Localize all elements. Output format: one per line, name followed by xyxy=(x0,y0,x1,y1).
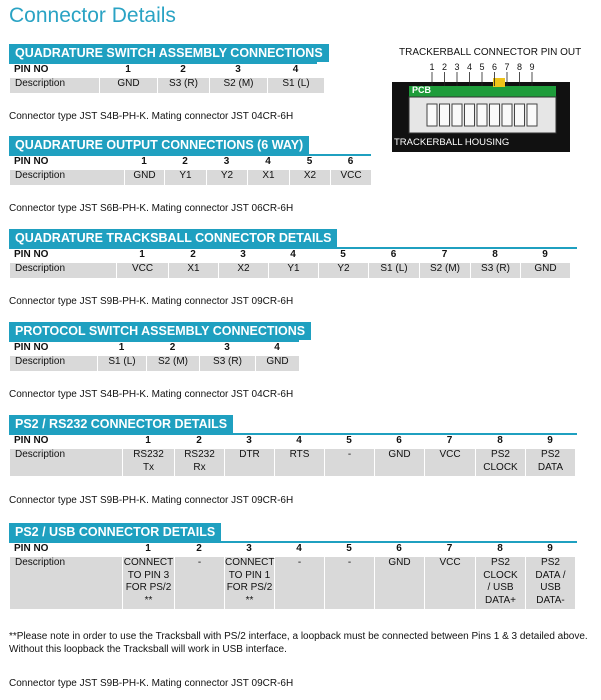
pcb-bar xyxy=(409,86,556,97)
pin-number: 3 xyxy=(246,435,252,446)
section-protocol-switch xyxy=(9,322,311,371)
pin-description: PS2 DATA / USB DATA- xyxy=(525,556,575,609)
pcb-label: PCB xyxy=(412,85,432,95)
pin-number: 3 xyxy=(223,156,230,167)
pin-number: 8 xyxy=(497,543,503,554)
pin-description: PS2 CLOCK / USB DATA+ xyxy=(475,556,525,609)
pin-description-row xyxy=(9,262,570,278)
pin-number: 8 xyxy=(497,435,503,446)
pin-number: 2 xyxy=(190,249,196,260)
section-heading: QUADRATURE SWITCH ASSEMBLY CONNECTIONS xyxy=(9,44,329,62)
pin-number: 4 xyxy=(274,342,280,353)
pin-description: S3 (R) xyxy=(157,77,209,93)
section-ps2-usb xyxy=(9,523,577,609)
pin-number: 2 xyxy=(180,64,186,75)
page-title: Connector Details xyxy=(9,4,176,27)
pin-description: CONNECT TO PIN 3 FOR PS/2 ** xyxy=(122,556,174,609)
pin-description: S2 (M) xyxy=(146,355,199,371)
pin-no-label: PIN NO xyxy=(14,249,49,260)
pin-number: 9 xyxy=(542,249,548,260)
pin-no-label: PIN NO xyxy=(14,543,49,554)
pin-description: S1 (L) xyxy=(97,355,146,371)
pin-number: 4 xyxy=(290,249,296,260)
pin-header-row xyxy=(9,249,570,262)
pin-description: GND xyxy=(99,77,157,93)
pin-number: 2 xyxy=(182,156,188,167)
figure-pin-number: 9 xyxy=(529,62,535,72)
pin-number: 1 xyxy=(118,342,125,353)
description-label: Description xyxy=(9,448,122,476)
pin-number: 5 xyxy=(306,156,313,167)
pin-number: 1 xyxy=(141,156,147,167)
pin-number: 4 xyxy=(292,64,299,75)
pin-description: PS2 DATA xyxy=(525,448,575,476)
pin-number: 4 xyxy=(296,543,302,554)
pin-number: 3 xyxy=(246,543,252,554)
pin-description: DTR xyxy=(224,448,274,476)
pin-description: VCC xyxy=(116,262,168,278)
figure-pin-number: 1 xyxy=(429,62,435,72)
pin-header-row xyxy=(9,342,299,355)
pin-number: 5 xyxy=(340,249,346,260)
figure-pin-number: 2 xyxy=(441,62,447,72)
pin-description: S1 (L) xyxy=(368,262,419,278)
section-quadrature-switch xyxy=(9,44,329,93)
section-ps2-rs232 xyxy=(9,415,577,476)
pin-number: 9 xyxy=(547,543,553,554)
pin-header-row xyxy=(9,64,324,77)
pin-description: GND xyxy=(374,556,424,609)
pin-slot xyxy=(427,104,437,126)
pin-slot xyxy=(515,104,525,126)
pin-table xyxy=(9,156,371,185)
pin-description: Y2 xyxy=(206,169,247,185)
pin-description: Y2 xyxy=(318,262,368,278)
pin-description: S2 (M) xyxy=(209,77,267,93)
mating-note: Connector type JST S4B-PH-K. Mating connector JST 04CR-6H xyxy=(9,111,294,122)
mating-note: Connector type JST S6B-PH-K. Mating connector JST 06CR-6H xyxy=(9,203,294,214)
section-heading: PS2 / USB CONNECTOR DETAILS xyxy=(9,523,221,541)
pin-description: GND xyxy=(124,169,164,185)
pin-number: 6 xyxy=(396,435,402,446)
pin-number: 7 xyxy=(446,543,453,554)
section-quadrature-output xyxy=(9,136,371,185)
pin-number: 5 xyxy=(346,435,352,446)
pin-number: 1 xyxy=(145,435,151,446)
figure-pin-number: 3 xyxy=(454,62,460,72)
pin-number: 3 xyxy=(235,64,241,75)
mating-note: Connector type JST S9B-PH-K. Mating connector JST 09CR-6H xyxy=(9,296,294,307)
pin-number: 7 xyxy=(446,435,453,446)
pin-description: VCC xyxy=(424,556,475,609)
pin-number: 1 xyxy=(125,64,131,75)
pin-header-row xyxy=(9,156,371,169)
pin-description: S2 (M) xyxy=(419,262,470,278)
pin-number: 9 xyxy=(547,435,553,446)
pin-no-label: PIN NO xyxy=(14,435,49,446)
pin-description: RS232 Rx xyxy=(174,448,224,476)
loopback-note: **Please note in order to use the Tracksball with PS/2 interface, a loopback must be connected between Pins 1 & 3 detailed above. Without this loopback the Tracksball will work in USB interface. xyxy=(9,631,588,655)
figure-pin-number: 4 xyxy=(466,62,472,72)
figure-pin-number: 5 xyxy=(479,62,485,72)
pin-description-row xyxy=(9,448,575,476)
pin-number: 2 xyxy=(169,342,176,353)
section-heading: PS2 / RS232 CONNECTOR DETAILS xyxy=(9,415,233,433)
pin-description: VCC xyxy=(424,448,475,476)
pin-table xyxy=(9,64,324,93)
pin-table xyxy=(9,249,570,278)
pin-description: PS2 CLOCK xyxy=(475,448,525,476)
pin-number: 1 xyxy=(145,543,151,554)
pin-number: 2 xyxy=(196,543,202,554)
description-label: Description xyxy=(9,169,124,185)
mating-note: Connector type JST S9B-PH-K. Mating connector JST 09CR-6H xyxy=(9,495,294,506)
figure-pin-number: 6 xyxy=(491,62,497,72)
pin-number: 6 xyxy=(396,543,402,554)
figure-pin-number: 7 xyxy=(504,62,510,72)
pin-slot xyxy=(527,104,537,126)
mating-note: Connector type JST S4B-PH-K. Mating connector JST 04CR-6H xyxy=(9,389,294,400)
pin-description-row xyxy=(9,169,371,185)
pin-slot xyxy=(452,104,462,126)
pin-number: 2 xyxy=(196,435,202,446)
description-label: Description xyxy=(9,262,116,278)
pin-header-row xyxy=(9,543,575,556)
pin-description: - xyxy=(324,556,374,609)
pin-description: - xyxy=(274,556,324,609)
pin-slot xyxy=(465,104,475,126)
figure-title: TRACKERBALL CONNECTOR PIN OUT xyxy=(399,47,582,58)
pin-number: 6 xyxy=(347,156,354,167)
pin-number: 3 xyxy=(240,249,246,260)
pin-description: X2 xyxy=(218,262,268,278)
pin-table xyxy=(9,342,299,371)
pin-description: CONNECT TO PIN 1 FOR PS/2 ** xyxy=(224,556,274,609)
pin-number: 4 xyxy=(265,156,271,167)
pin-description-row xyxy=(9,77,324,93)
pin-description-row xyxy=(9,556,575,609)
pin-no-label: PIN NO xyxy=(14,156,49,167)
pin-number: 7 xyxy=(441,249,448,260)
pin-description: Y1 xyxy=(268,262,318,278)
pin-number: 6 xyxy=(390,249,397,260)
pin-description: - xyxy=(324,448,374,476)
pin-number: 3 xyxy=(224,342,230,353)
description-label: Description xyxy=(9,355,97,371)
pin-table xyxy=(9,543,575,609)
pin-description: S3 (R) xyxy=(470,262,520,278)
pin-description: Y1 xyxy=(164,169,206,185)
pin-description: X1 xyxy=(168,262,218,278)
pin-description: RTS xyxy=(274,448,324,476)
figure-pin-number: 8 xyxy=(516,62,522,72)
pin-description: X2 xyxy=(289,169,330,185)
pin-number: 8 xyxy=(492,249,498,260)
pin-header-row xyxy=(9,435,575,448)
mating-note: Connector type JST S9B-PH-K. Mating connector JST 09CR-6H xyxy=(9,678,294,689)
pin-description: S3 (R) xyxy=(199,355,255,371)
section-heading: QUADRATURE OUTPUT CONNECTIONS (6 WAY) xyxy=(9,136,309,154)
pin-number: 1 xyxy=(139,249,145,260)
pin-description: S1 (L) xyxy=(267,77,324,93)
pin-description-row xyxy=(9,355,299,371)
pin-slot xyxy=(440,104,450,126)
section-heading: PROTOCOL SWITCH ASSEMBLY CONNECTIONS xyxy=(9,322,311,340)
pin-number: 4 xyxy=(296,435,302,446)
pin-no-label: PIN NO xyxy=(14,342,49,353)
pin-description: VCC xyxy=(330,169,371,185)
section-trackball-connector xyxy=(9,229,577,278)
pin-table xyxy=(9,435,575,476)
pin-description: X1 xyxy=(247,169,289,185)
pin-description: - xyxy=(174,556,224,609)
pin-slot xyxy=(477,104,487,126)
pin-slot xyxy=(490,104,500,126)
description-label: Description xyxy=(9,77,99,93)
pin-description: GND xyxy=(255,355,299,371)
pin-number: 5 xyxy=(346,543,352,554)
description-label: Description xyxy=(9,556,122,609)
pin-description: GND xyxy=(520,262,570,278)
pin-description: GND xyxy=(374,448,424,476)
pin-description: RS232 Tx xyxy=(122,448,174,476)
housing-label: TRACKERBALL HOUSING xyxy=(394,137,510,148)
pin-no-label: PIN NO xyxy=(14,64,49,75)
pin-slot xyxy=(502,104,512,126)
connector-pinout-figure xyxy=(390,60,580,155)
section-heading: QUADRATURE TRACKSBALL CONNECTOR DETAILS xyxy=(9,229,337,247)
